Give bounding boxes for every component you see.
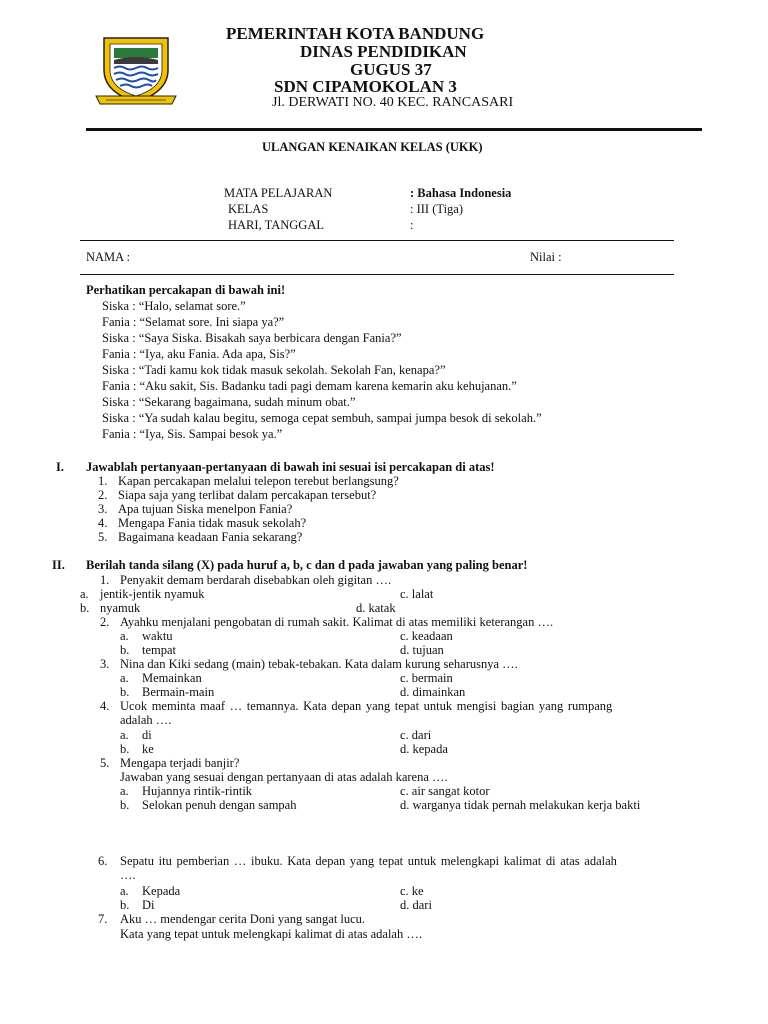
option-text: Memainkan [142,671,202,685]
question-text: Sepatu itu pemberian … ibuku. Kata depan yang tepat untuk melengkapi kalimat di atas adalah [120,854,617,868]
option-letter: a. [120,629,129,643]
option-text: ke [142,742,154,756]
question-text-continued: adalah …. [120,713,172,727]
question-number: 3. [98,502,108,516]
question-number: 1. [100,573,110,587]
option-text: c. keadaan [400,629,453,643]
option-text: Bermain-main [142,685,215,699]
option-text: c. bermain [400,671,453,685]
header-line-1: PEMERINTAH KOTA BANDUNG [226,24,485,43]
option-letter: a. [120,784,129,798]
option-letter: a. [120,884,129,898]
section-2-heading: Berilah tanda silang (X) pada huruf a, b, c dan d pada jawaban yang paling benar! [86,558,528,572]
option-text: c. lalat [400,587,434,601]
dialog-line: Fania : “Selamat sore. Ini siapa ya?” [102,315,285,329]
option-letter: b. [120,685,130,699]
dialog-line: Siska : “Halo, selamat sore.” [102,299,246,313]
option-text: c. ke [400,884,424,898]
question-text: Mengapa terjadi banjir? [120,756,240,770]
class-value: : III (Tiga) [410,202,464,216]
option-text: d. katak [356,601,396,615]
question-number: 3. [100,657,110,671]
option-text: Hujannya rintik-rintik [142,784,253,798]
question-text-continued: Kata yang tepat untuk melengkapi kalimat di atas adalah …. [120,927,422,941]
option-letter: b. [120,898,130,912]
dialog-heading: Perhatikan percakapan di bawah ini! [86,283,286,297]
header-line-4: SDN CIPAMOKOLAN 3 [274,77,457,96]
option-letter: b. [120,742,130,756]
dialog-line: Fania : “Aku sakit, Sis. Badanku tadi pagi demam karena kemarin aku kehujanan.” [102,379,517,393]
option-text: jentik-jentik nyamuk [100,587,205,601]
option-text: d. tujuan [400,643,444,657]
subject-label: MATA PELAJARAN [224,186,333,200]
option-text: c. air sangat kotor [400,784,490,798]
question-number: 4. [100,699,110,713]
dialog-line: Siska : “Saya Siska. Bisakah saya berbicara dengan Fania?” [102,331,402,345]
header-divider [86,128,702,131]
dialog-line: Fania : “Iya, aku Fania. Ada apa, Sis?” [102,347,296,361]
dialog-line: Fania : “Iya, Sis. Sampai besok ya.” [102,427,283,441]
option-text: Selokan penuh dengan sampah [142,798,297,812]
section-1-numeral: I. [56,460,64,474]
question-number: 1. [98,474,108,488]
subject-value: : Bahasa Indonesia [410,186,512,200]
date-value: : [410,218,414,232]
name-box-bottom-rule [80,274,674,275]
question-text: Bagaimana keadaan Fania sekarang? [118,530,303,544]
option-letter: b. [120,798,130,812]
option-letter: a. [120,728,129,742]
question-number: 4. [98,516,108,530]
option-text: d. dari [400,898,432,912]
question-number: 2. [100,615,110,629]
class-label: KELAS [228,202,269,216]
dialog-line: Siska : “Sekarang bagaimana, sudah minum obat.” [102,395,356,409]
option-text: tempat [142,643,177,657]
option-letter: b. [80,601,90,615]
question-text: Apa tujuan Siska menelpon Fania? [118,502,293,516]
option-text: c. dari [400,728,432,742]
option-text: waktu [142,629,173,643]
section-2-numeral: II. [52,558,65,572]
question-number: 5. [100,756,110,770]
option-letter: a. [80,587,89,601]
date-label: HARI, TANGGAL [228,218,324,232]
option-text: di [142,728,152,742]
option-text: Kepada [142,884,181,898]
question-number: 7. [98,912,108,926]
name-label: NAMA : [86,250,131,264]
score-label: Nilai : [530,250,562,264]
question-text: Aku … mendengar cerita Doni yang sangat lucu. [120,912,366,926]
header-address: Jl. DERWATI NO. 40 KEC. RANCASARI [272,95,514,110]
exam-title: ULANGAN KENAIKAN KELAS (UKK) [262,140,483,154]
question-text: Penyakit demam berdarah disebabkan oleh gigitan …. [120,573,392,587]
question-text: Nina dan Kiki sedang (main) tebak-tebakan. Kata dalam kurung seharusnya …. [120,657,518,671]
section-1-heading: Jawablah pertanyaan-pertanyaan di bawah ini sesuai isi percakapan di atas! [86,460,495,474]
question-text: Mengapa Fania tidak masuk sekolah? [118,516,307,530]
option-text: nyamuk [100,601,141,615]
question-text: Ucok meminta maaf … temannya. Kata depan yang tepat untuk mengisi bagian yang rumpang [120,699,613,713]
option-letter: a. [120,671,129,685]
question-text: Siapa saja yang terlibat dalam percakapan tersebut? [118,488,377,502]
header-line-2: DINAS PENDIDIKAN [300,42,467,61]
city-emblem-logo [92,30,180,110]
option-text: d. kepada [400,742,448,756]
question-text-continued: …. [120,868,136,882]
question-number: 5. [98,530,108,544]
question-number: 2. [98,488,108,502]
option-text: d. dimainkan [400,685,466,699]
option-text: Di [142,898,155,912]
question-text: Kapan percakapan melalui telepon terebut berlangsung? [118,474,399,488]
name-box-top-rule [80,240,674,241]
question-text: Ayahku menjalani pengobatan di rumah sakit. Kalimat di atas memiliki keterangan …. [120,615,554,629]
option-text: d. warganya tidak pernah melakukan kerja bakti [400,798,641,812]
dialog-line: Siska : “Tadi kamu kok tidak masuk sekolah. Sekolah Fan, kenapa?” [102,363,446,377]
question-text-continued: Jawaban yang sesuai dengan pertanyaan di atas adalah karena …. [120,770,448,784]
question-number: 6. [98,854,108,868]
option-letter: b. [120,643,130,657]
dialog-line: Siska : “Ya sudah kalau begitu, semoga cepat sembuh, sampai jumpa besok di sekolah.” [102,411,542,425]
header-line-3: GUGUS 37 [350,60,432,79]
